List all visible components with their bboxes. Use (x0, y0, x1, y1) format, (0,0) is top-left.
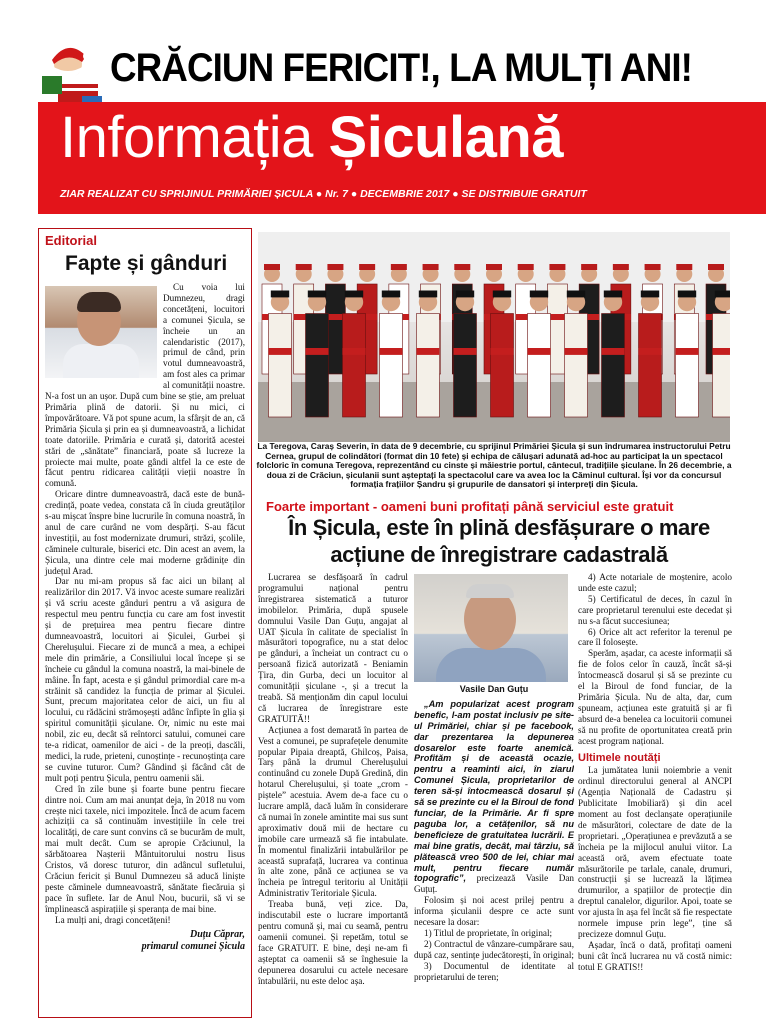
mayor-photo (45, 286, 157, 378)
latest-news-title: Ultimele noutăți (578, 751, 661, 764)
article-column-1 (258, 572, 408, 1018)
article-kicker: Foarte important - oameni buni profitați până serviciul este gratuit (266, 499, 674, 514)
editorial-paragraph: Cu voia lui Dumnezeu, dragi concetățeni, locuitori a comunei Șicula, se încheie un an calendaristic (2017), primul de când, prin votul dumneavoastră, am fost ales ca primar al comunității noastre. N-a fost un an ușor. După cum bine se știe, am preluat Primăria plină de datorii. Și nu mici, ci împovărătoare. Vă pot spune acum, la sfârșit de an, că Primăria Șicula și prin ea și dumneavoastră, a lichidat toate datoriile. Primăria e curată și, datorită acestei stări de „sănătate” financiară, poate să lucreze la proiecte mai multe, poate gândi altfel la ce este de făcut pentru ridicarea calității vieții noastre în comună. (45, 282, 245, 489)
editorial-column (38, 228, 252, 1018)
article-paragraph: Treaba bună, veți zice. Da, indiscutabil este o lucrare importantă pentru comună și, mai cu seamă, pentru oamenii comunei. Și repetăm, totul se face GRATUIT. E bine, deși ne-am fi așteptat ca oamenii să se înghesuie la depunerea dosarului cu actele necesare întabulării, nu este deloc așa. (258, 899, 408, 986)
article-column-2 (414, 572, 574, 1018)
portrait-caption: Vasile Dan Guțu (459, 684, 529, 694)
editorial-label: Editorial (45, 233, 98, 248)
article-quote (414, 699, 574, 895)
signature-name: Duțu Căprar, (189, 929, 245, 941)
editorial-title: Fapte și gânduri (65, 252, 228, 275)
editorial-signature (45, 929, 245, 953)
document-list-item: 6) Orice alt act referitor la terenul pe care îl folosește. (578, 626, 732, 648)
document-list-item: 2) Contractul de vânzare-cumpărare sau, după caz, sentințe judecătorești, în original; (414, 938, 574, 960)
document-list-item: 5) Certificatul de deces, în cazul în care proprietarul terenului este decedat și nu s-a făcut succesiunea; (578, 593, 732, 626)
quote-attribution: precizează Vasile Dan Guțuț. (414, 873, 574, 895)
quote-text: „Am popularizat acest program benefic, l-am postat inclusiv pe site-ul Primăriei, chiar și pe facebook, dar prezentarea la depunerea dosarelor este foarte anemică. Profităm și de această ocazie, pentru a reaminti aici, în ziarul Comunei Șicula, proprietarilor de teren să-și întocmească dosarul și să se prezinte cu el la Biroul de fond funciar, de la Primărie. Ar fi spre paguba lor, a cetățenilor, să nu beneficieze de gratuitatea lucrării. E mai bine gratis, decât, mai târziu, să plătească vreo 500 de lei, chiar mai mult, pentru fiecare număr topografic”, (414, 698, 574, 884)
article-paragraph: Așadar, încă o dată, profitați oameni buni cât încă lucrarea nu vă costă nimic: totul E GRATIS!! (578, 939, 732, 972)
editorial-paragraph: Cred în zile bune și foarte bune pentru fiecare dintre noi. Cum am mai anunțat deja, în 2018 nu vom crește nici taxele, nici impozitele. Încă de acum facem achiziții ca să continuăm investițiile în cele trei localități, de care sunt convins că se bucurăm de mult, mai mult decât. Cum se apropie Crăciunul, la sărbătoarea Nașterii Mântuitorului nostru Iisus Cristos, vă doresc tuturor, din adâncul sufletului, Crăciun fericit și Bunul Dumnezeu să aducă liniște peste căminele dumneavoastră, sănătate fiecăruia și pace în suflete. Iar de Anul Nou, bucurii, să vi se împlinească aspirațiile și speranța de mai bine. (45, 783, 245, 914)
title-bold: Șiculană (328, 105, 564, 170)
article-paragraph: Acțiunea a fost demarată în partea de Vest a comunei, pe suprafețele denumite popular Pipaia dreaptă, Ghilcoș, Paisa, Tarș până la drumul Cherelușului continuând cu zonele După Gredină, din hotarul Cherelușului, și toate „crom - piștele” acestuia. Avem de-a face cu o lucrare amplă, dacă luăm în considerare că numai în zonele amintite mai sus sunt aproximativ două mii de hectare cu imobile care urmează să fie intabulate. În momentul finalizării intabulărilor pe această suprafață, lucrarea va continua în alte zone, până ce acțiunea se va încheia pe întregul teritoriu al Unității Administrativ Teritoriale Șicula. (258, 724, 408, 899)
article-paragraph: Folosim și noi acest prilej pentru a informa șiculanii despre ce acte sunt necesare la dosar: (414, 895, 574, 928)
editorial-paragraph: Oricare dintre dumneavoastră, dacă este de bună-credință, poate vedea, constata că în ciuda greutăților s-au mișcat înspre bine lucrurile în comuna noastră, în anul de care curând ne vom despărți. S-au făcut investiții, au fost modernizate drumuri, străzi, școlile, căminele culturale, biserici etc. Din acest an avem, la Șicula, una dintre cele mai moderne grădinițe din județul Arad. (45, 489, 245, 576)
newspaper-title (60, 104, 563, 171)
title-light: Informația (60, 105, 313, 170)
vasile-dan-gutu-photo (414, 574, 568, 682)
article-paragraph: Lucrarea se desfășoară în cadrul programului național pentru înregistrarea sistematică a tuturor imobilelor. Primăria, după spusele domnului Vasile Dan Guțu, angajat al UAT Șicula în calitate de specialist în măsurători topografice, nu a stat deloc pe gânduri, a încheiat un contract cu o persoană fizică autorizată - Beniamin Țira, din Gurba, deci un locuitor al comunității șiculane -, și a trecut la treabă. Să menționăm din capul locului că lucrarea de înregistrare este GRATUITĂ!! (258, 572, 408, 724)
document-list-item: 3) Documentul de identitate al proprietarului de teren; (414, 960, 574, 982)
folk-group-photo (258, 232, 730, 442)
article-headline: În Șicula, este în plină desfășurare o mare acțiune de înregistrare cadastrală (288, 515, 710, 567)
article-paragraph: La jumătatea lunii noiembrie a venit ordinul directorului general al ANCPI (Agenția Națională de Cadastru și Publicitate Imobiliară) și din acel moment au fost declanșate operațiunile de măsurători, colectare de date de la proprietari. „Operațiunea e prevăzută a se încheia pe la mijlocul anului viitor. La această oră, avem efectuate toate măsurătorile pe tarlale, canale, drumuri, construcții și se lucrează la lățimea drumurilor, a spațiilor de protecție din dreptul canalelor, digurilor. Apoi, toate se vor ajusta în așa fel încât să fie respectate normele impuse prin lege”, ține să precizeze domnul Guțu. (578, 765, 732, 939)
signature-role: primarul comunei Șicula (141, 941, 245, 953)
editorial-paragraph: La mulți ani, dragi concetățeni! (55, 914, 171, 925)
article-paragraph: Sperăm, așadar, ca aceste informații să fie de folos celor în cauză, încât să-și întocmească dosarul și să se prezinte cu el la Biroul de fond funciar, de la Primăria Șicula. Nu de alta, dar, cum spuneam, acțiunea este gratuită și ar fi absurd de-a benelea ca locuitorii comunei să nu profite de oportunitatea creată prin acest program național. (578, 648, 732, 746)
photo-caption: La Teregova, Caraș Severin, în data de 9 decembrie, cu sprijinul Primăriei Șicula și sun îndrumarea instructorului Petru Cernea, grupul de colindători (format din 10 fete) și echipa de călușari adunată ad-hoc au participat la un spectacol folcloric în comuna Teregova, reprezentând cu cinste și măiestrie portul, cântecul, tradițiile șiculane. În 26 decembrie, a doua zi de Crăciun, șiculanii sunt așteptați la spectacolul care va avea loc la Căminul cultural. Își vor da concursul formația frațiilor Șandru și grupurile de dansatori și interpreți din Șicula. (256, 441, 732, 490)
editorial-body (45, 282, 245, 925)
document-list-item: 4) Acte notariale de moștenire, acolo unde este cazul; (578, 572, 732, 593)
issue-info: ZIAR REALIZAT CU SPRIJINUL PRIMĂRIEI ȘICULA ● Nr. 7 ● DECEMBRIE 2017 ● SE DISTRIBUIE GRATUIT (60, 188, 587, 200)
editorial-paragraph: Dar nu mi-am propus să fac aici un bilanț al realizărilor din 2017. Vă invoc aceste sumare realizări și vă scriu aceste gânduri pentru a vă asigura de respectul meu pentru funcția cu care am fost investit și de prețuirea mea pentru fiecare dintre dumneavoastră, locuitori ai Șiculei, Gurbei și Cherelușului. Fiecare zi de muncă a mea, a echipei mele din primărie, a Consiliului local începe și se încheie cu gândul la comuna noastră, la mai-binele de mâine. În fapt, acesta e și gândul primordial care m-a străinit să candidez la funcția de primar al Șiculei. Sunt, precum majoritatea celor de aici, un fiu al locului, cu rădăcini strămoșești adânc înfipte în glia și spiritul comunității șiculane. Or, nimic nu este mai nobil, zic eu, decât să reîntorci satului, comunei care te-a ridicat, oamenilor de aici - de la preoți, dascăli, medici, la rude, prieteni, cunoștințe - recunoștința care se cuvine tuturor. Cum? Gândind și făcând cât de mult poți pentru Șicula, pentru oamenii săi. (45, 576, 246, 783)
document-list-item: 1) Titlul de proprietate, în original; (424, 927, 553, 938)
article-column-3 (578, 572, 732, 1018)
christmas-greeting: CRĂCIUN FERICIT!, LA MULȚI ANI! (110, 46, 693, 90)
